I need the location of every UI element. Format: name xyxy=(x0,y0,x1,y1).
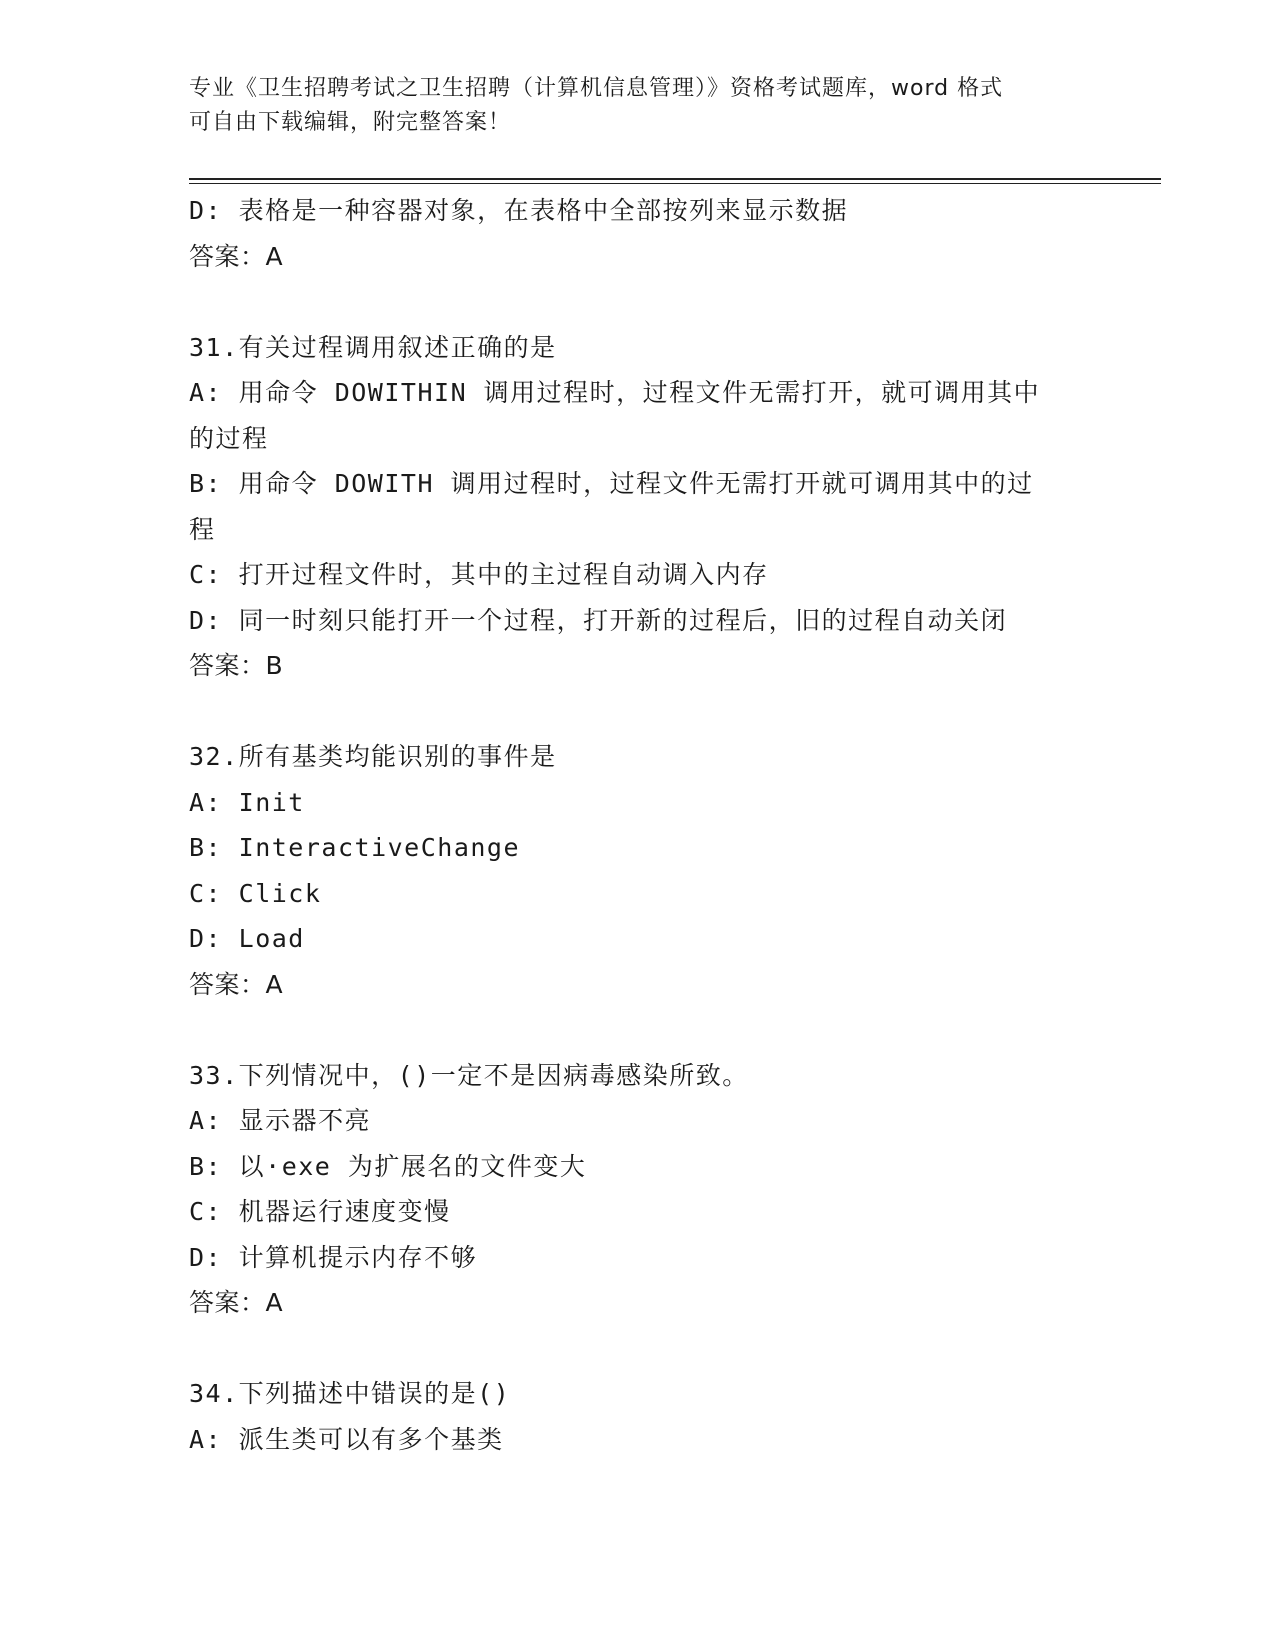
option-b: B: 以·exe 为扩展名的文件变大 xyxy=(189,1151,587,1181)
question-content xyxy=(189,188,1089,1462)
option-b: B: InteractiveChange xyxy=(189,833,521,862)
page-header xyxy=(189,72,1069,140)
header-divider xyxy=(189,178,1161,184)
question-block-30 xyxy=(189,188,1089,279)
answer: 答案：A xyxy=(189,969,284,999)
header-line-2: 可自由下载编辑，附完整答案！ xyxy=(189,110,512,135)
question-block-32 xyxy=(189,734,1089,1007)
answer: 答案：A xyxy=(189,241,284,271)
question-stem: 32.所有基类均能识别的事件是 xyxy=(189,742,557,771)
header-line-1: 专业《卫生招聘考试之卫生招聘（计算机信息管理）》资格考试题库，word 格式 xyxy=(189,76,1004,101)
question-block-31 xyxy=(189,325,1089,689)
question-stem: 34.下列描述中错误的是() xyxy=(189,1379,511,1408)
option-c: C: 打开过程文件时，其中的主过程自动调入内存 xyxy=(189,560,769,589)
answer: 答案：B xyxy=(189,651,284,680)
option-a-continued: 的过程 xyxy=(189,423,269,453)
option-c: C: 机器运行速度变慢 xyxy=(189,1197,451,1226)
option-b-continued: 程 xyxy=(189,514,216,544)
option-a: A: 派生类可以有多个基类 xyxy=(189,1424,504,1454)
question-block-34 xyxy=(189,1371,1089,1462)
option-d: D: Load xyxy=(189,924,305,953)
option-d: D: 同一时刻只能打开一个过程，打开新的过程后，旧的过程自动关闭 xyxy=(189,605,1008,635)
option-a: A: 用命令 DOWITHIN 调用过程时，过程文件无需打开，就可调用其中 xyxy=(189,378,1041,407)
question-block-33 xyxy=(189,1053,1089,1326)
option-c: C: Click xyxy=(189,878,322,908)
option-d: D: 表格是一种容器对象，在表格中全部按列来显示数据 xyxy=(189,196,849,225)
question-stem: 33.下列情况中，()一定不是因病毒感染所致。 xyxy=(189,1060,749,1090)
option-a: A: Init xyxy=(189,787,305,817)
answer: 答案：A xyxy=(189,1288,284,1317)
question-stem: 31.有关过程调用叙述正确的是 xyxy=(189,332,557,362)
option-a: A: 显示器不亮 xyxy=(189,1106,372,1135)
option-d: D: 计算机提示内存不够 xyxy=(189,1242,478,1272)
option-b: B: 用命令 DOWITH 调用过程时，过程文件无需打开就可调用其中的过 xyxy=(189,469,1034,498)
